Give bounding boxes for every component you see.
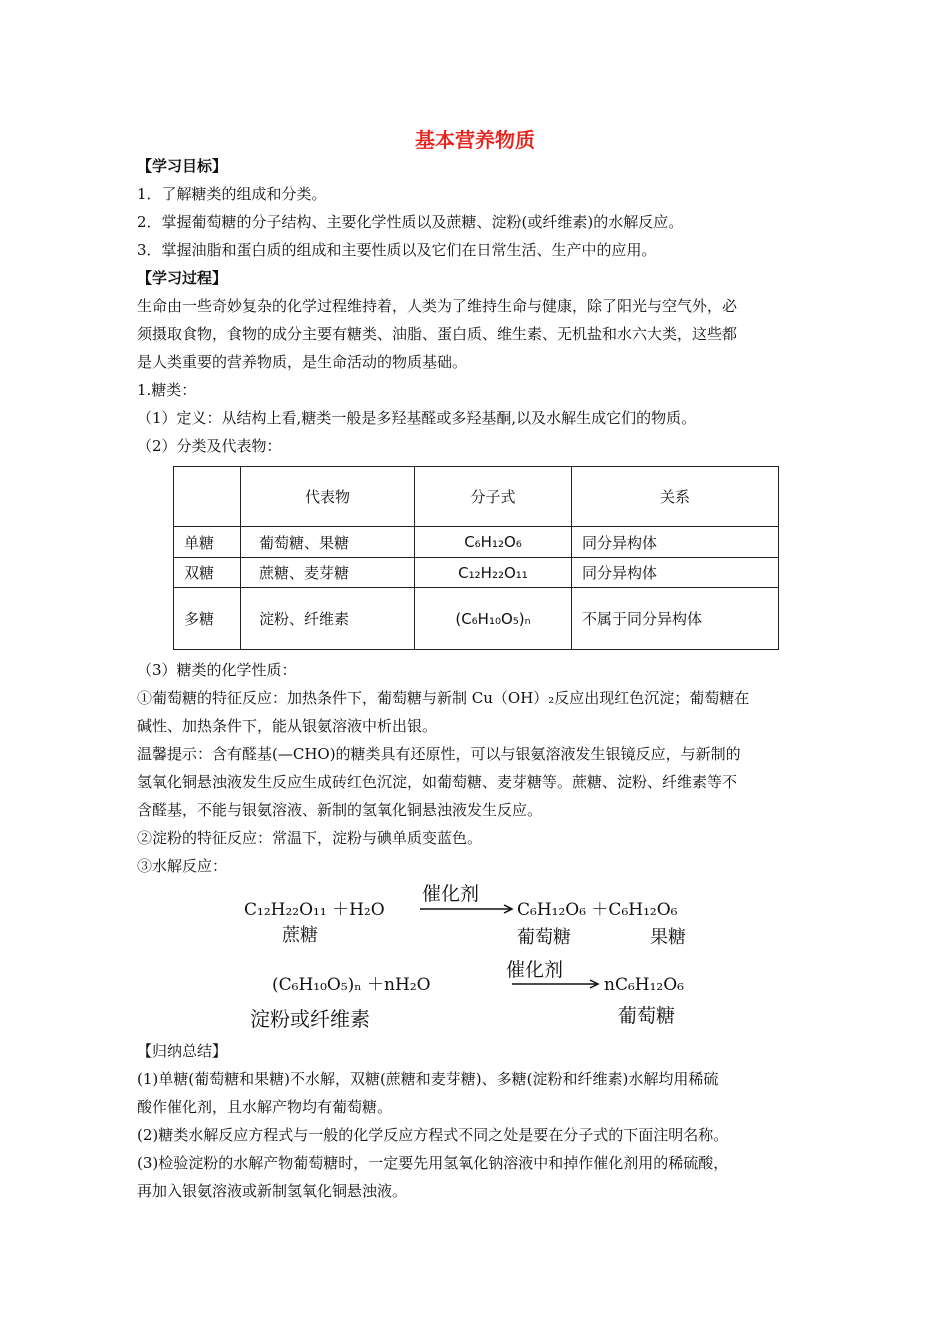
equation2-label-starch: 淀粉或纤维素 [250, 1007, 370, 1031]
intro-line: 是人类重要的营养物质，是生命活动的物质基础。 [137, 353, 468, 371]
equation1-label-sucrose: 蔗糖 [282, 925, 318, 946]
equation1-label-fructose: 果糖 [650, 927, 686, 948]
sugar-formula: C₁₂H₂₂O₁₁ [415, 558, 572, 588]
tip-line: 氢氧化铜悬浊液发生反应生成砖红色沉淀，如葡萄糖、麦芽糖等。蔗糖、淀粉、纤维素等不 [137, 773, 738, 791]
process-heading: 【学习过程】 [137, 269, 228, 287]
summary-line: (1)单糖(葡萄糖和果糖)不水解，双糖(蔗糖和麦芽糖)、多糖(淀粉和纤维素)水解均用稀硫 [137, 1070, 719, 1088]
sugar-formula: C₆H₁₂O₆ [415, 527, 572, 558]
sugar-examples: 蔗糖、麦芽糖 [241, 558, 415, 588]
glucose-reaction-line: ①葡萄糖的特征反应：加热条件下，葡萄糖与新制 Cu（OH）₂反应出现红色沉淀；葡萄糖在 [137, 689, 750, 707]
hydrolysis-heading: ③水解反应： [137, 857, 228, 875]
intro-line: 生命由一些奇妙复杂的化学过程维持着，人类为了维持生命与健康，除了阳光与空气外，必 [137, 297, 738, 315]
equation1-products: C₆H₁₂O₆ ＋C₆H₁₂O₆ [517, 900, 678, 920]
summary-line: 酸作催化剂，且水解产物均有葡萄糖。 [137, 1098, 393, 1116]
glucose-reaction-line: 碱性、加热条件下，能从银氨溶液中析出银。 [137, 717, 438, 735]
summary-line: 再加入银氨溶液或新制氢氧化铜悬浊液。 [137, 1182, 408, 1200]
sugar-relation: 同分异构体 [572, 527, 779, 558]
definition: （1）定义：从结构上看,糖类一般是多羟基醛或多羟基酮,以及水解生成它们的物质。 [137, 409, 697, 427]
sugar-examples: 淀粉、纤维素 [241, 588, 415, 650]
equation1-catalyst: 催化剂 [422, 883, 480, 905]
intro-line: 须摄取食物，食物的成分主要有糖类、油脂、蛋白质、维生素、无机盐和水六大类，这些都 [137, 325, 738, 343]
sugar-type: 单糖 [174, 527, 241, 558]
classification-label: （2）分类及代表物： [137, 437, 282, 455]
equation1-label-glucose: 葡萄糖 [517, 927, 571, 948]
summary-line: (2)糖类水解反应方程式与一般的化学反应方程式不同之处是要在分子式的下面注明名称。 [137, 1126, 729, 1144]
equation2-reactants: (C₆H₁₀O₅)ₙ ＋nH₂O [272, 975, 431, 995]
summary-line: (3)检验淀粉的水解产物葡萄糖时，一定要先用氢氧化钠溶液中和掉作催化剂用的稀硫酸， [137, 1154, 729, 1172]
table-header-cell: 代表物 [241, 467, 415, 527]
starch-reaction: ②淀粉的特征反应：常温下，淀粉与碘单质变蓝色。 [137, 829, 483, 847]
sugar-relation: 同分异构体 [572, 558, 779, 588]
objectives-heading: 【学习目标】 [137, 157, 228, 175]
sugar-relation: 不属于同分异构体 [572, 588, 779, 650]
table-header-cell: 分子式 [415, 467, 572, 527]
equation1-reactants: C₁₂H₂₂O₁₁ ＋H₂O [244, 900, 385, 920]
equation2-label-glucose: 葡萄糖 [618, 1005, 676, 1027]
tip-line: 含醛基，不能与银氨溶液、新制的氢氧化铜悬浊液发生反应。 [137, 801, 543, 819]
equation2-catalyst: 催化剂 [506, 959, 564, 981]
equation2-products: nC₆H₁₂O₆ [604, 975, 684, 995]
table-header-cell: 关系 [572, 467, 779, 527]
chem-props-heading: （3）糖类的化学性质： [137, 661, 297, 679]
summary-heading: 【归纳总结】 [137, 1042, 228, 1060]
sugar-type: 多糖 [174, 588, 241, 650]
sugar-type: 双糖 [174, 558, 241, 588]
tip-line: 温馨提示：含有醛基(—CHO)的糖类具有还原性，可以与银氨溶液发生银镜反应，与新制的 [137, 745, 741, 763]
objective-item: 3．掌握油脂和蛋白质的组成和主要性质以及它们在日常生活、生产中的应用。 [137, 241, 657, 259]
sugars-heading: 1.糖类： [137, 381, 197, 399]
sugar-formula: (C₆H₁₀O₅)ₙ [415, 588, 572, 650]
page-title: 基本营养物质 [415, 128, 535, 152]
sugar-examples: 葡萄糖、果糖 [241, 527, 415, 558]
objective-item: 1．了解糖类的组成和分类。 [137, 185, 327, 203]
objective-item: 2．掌握葡萄糖的分子结构、主要化学性质以及蔗糖、淀粉(或纤维素)的水解反应。 [137, 213, 684, 231]
